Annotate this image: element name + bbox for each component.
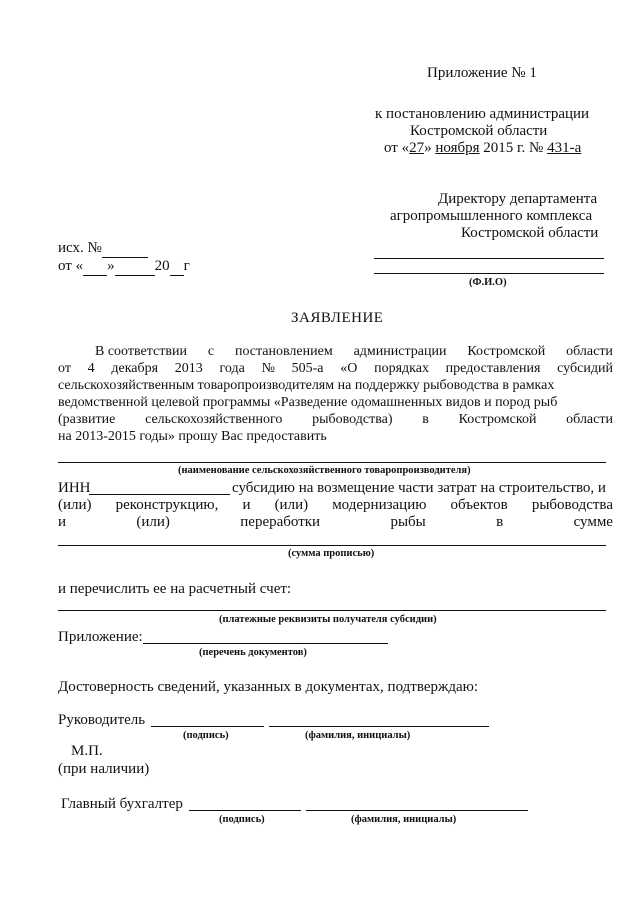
requisites-line[interactable] xyxy=(58,610,606,611)
stamp-label: М.П. xyxy=(71,743,103,759)
inn-label: ИНН xyxy=(58,480,91,496)
accountant-signature-line[interactable] xyxy=(189,810,301,811)
producer-name-line[interactable] xyxy=(58,462,606,463)
head-sign-caption: (подпись) xyxy=(183,730,229,741)
body-line-2: от 4 декабря 2013 года № 505-а «О порядках предоставления субсидий xyxy=(58,361,613,376)
inn-rest-text: субсидию на возмещение части затрат на строительство, и xyxy=(232,480,606,496)
outgoing-date: от « » 20 г xyxy=(58,258,190,274)
fio-line-2[interactable] xyxy=(374,273,604,274)
head-label: Руководитель xyxy=(58,712,146,728)
decree-line-1: к постановлению администрации xyxy=(375,106,590,122)
attachment-line[interactable] xyxy=(143,643,388,644)
amount-line[interactable] xyxy=(58,545,606,546)
decree-line-2: Костромской области xyxy=(410,123,548,139)
addressee-line-1: Директору департамента xyxy=(438,191,598,207)
appendix-number: Приложение № 1 xyxy=(427,65,537,81)
ref-number-blank[interactable] xyxy=(102,239,148,258)
accountant-name-caption: (фамилия, инициалы) xyxy=(351,814,457,825)
addressee-line-3: Костромской области xyxy=(461,225,599,241)
requisites-caption: (платежные реквизиты получателя субсидии) xyxy=(219,614,437,625)
docs-caption: (перечень документов) xyxy=(199,647,307,658)
body-line-4: ведомственной целевой программы «Разведение одомашненных видов и пород рыб xyxy=(58,395,558,410)
stamp-note: (при наличии) xyxy=(58,761,150,777)
year-blank[interactable] xyxy=(170,257,184,276)
form-line-2: (или) реконструкцию, и (или) модернизацию объектов рыбоводства xyxy=(58,497,613,513)
decree-date: от «27» ноября 2015 г. № 431-а xyxy=(384,140,582,156)
fio-caption: (Ф.И.О) xyxy=(469,277,507,288)
head-name-caption: (фамилия, инициалы) xyxy=(305,730,411,741)
body-line-3: сельскохозяйственным товаропроизводителям на поддержку рыбоводства в рамках xyxy=(58,378,555,393)
inn-blank[interactable] xyxy=(89,494,230,495)
accountant-label: Главный бухгалтер xyxy=(61,796,183,812)
head-signature-line[interactable] xyxy=(151,726,264,727)
fio-line-1[interactable] xyxy=(374,258,604,259)
addressee-line-2: агропромышленного комплекса xyxy=(390,208,593,224)
head-name-line[interactable] xyxy=(269,726,489,727)
accountant-sign-caption: (подпись) xyxy=(219,814,265,825)
form-line-3: и (или) переработки рыбы в сумме xyxy=(58,514,613,530)
body-line-6: на 2013-2015 годы» прошу Вас предоставить xyxy=(58,429,327,444)
outgoing-ref: исх. № xyxy=(58,239,148,258)
confirm-text: Достоверность сведений, указанных в документах, подтверждаю: xyxy=(58,679,479,695)
body-line-1: В соответствии с постановлением администрации Костромской области xyxy=(95,344,613,359)
accountant-name-line[interactable] xyxy=(306,810,528,811)
account-text: и перечислить ее на расчетный счет: xyxy=(58,581,292,597)
amount-caption: (сумма прописью) xyxy=(288,548,375,559)
month-blank[interactable] xyxy=(115,257,155,276)
producer-caption: (наименование сельскохозяйственного товаропроизводителя) xyxy=(178,465,471,476)
day-blank[interactable] xyxy=(83,257,107,276)
body-line-5: (развитие сельскохозяйственного рыбоводства) в Костромской области xyxy=(58,412,613,427)
document-title: ЗАЯВЛЕНИЕ xyxy=(291,310,384,326)
attachment-label: Приложение: xyxy=(58,629,143,645)
